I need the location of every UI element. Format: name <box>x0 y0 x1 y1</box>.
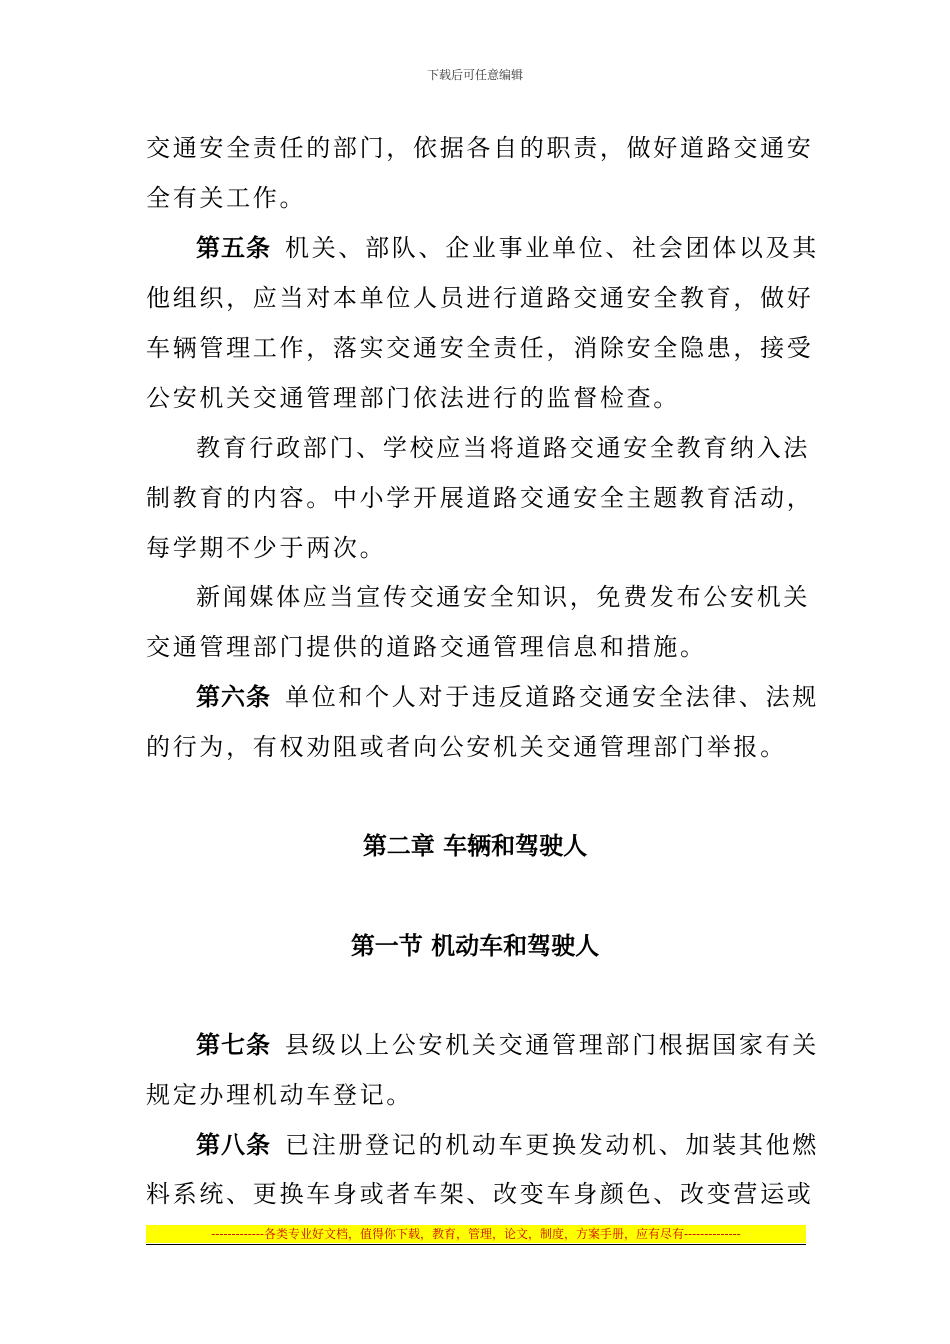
article-label: 第八条 <box>196 1131 271 1159</box>
body-line-text: 已注册登记的机动车更换发动机、加装其他燃 <box>285 1131 819 1159</box>
footer-divider <box>146 1244 806 1245</box>
body-line-text: 单位和个人对于违反道路交通安全法律、法规 <box>285 683 819 711</box>
footer-banner: -------------各类专业好文档，值得你下载，教育，管理，论文，制度，方案手册，应有尽有-------------- <box>146 1225 806 1243</box>
body-line: 新闻媒体应当宣传交通安全知识，免费发布公安机关 <box>196 583 811 611</box>
body-line: 公安机关交通管理部门依法进行的监督检查。 <box>146 384 680 412</box>
article-label: 第七条 <box>196 1031 271 1059</box>
body-line: 全有关工作。 <box>146 184 307 212</box>
header-note: 下载后可任意编辑 <box>426 68 523 82</box>
body-line: 规定办理机动车登记。 <box>146 1081 413 1109</box>
body-line: 的行为，有权劝阻或者向公安机关交通管理部门举报。 <box>146 733 787 761</box>
body-line-text: 县级以上公安机关交通管理部门根据国家有关 <box>285 1031 819 1059</box>
body-line: 制教育的内容。中小学开展道路交通安全主题教育活动， <box>146 484 814 512</box>
body-line: 每学期不少于两次。 <box>146 534 387 562</box>
article-label: 第五条 <box>196 234 271 262</box>
body-line: 车辆管理工作，落实交通安全责任，消除安全隐患，接受 <box>146 334 814 362</box>
chapter-heading: 第二章 车辆和驾驶人 <box>362 832 588 860</box>
article-paragraph <box>196 223 819 273</box>
article-paragraph <box>196 672 819 722</box>
article-paragraph <box>196 1020 819 1070</box>
body-line: 他组织，应当对本单位人员进行道路交通安全教育，做好 <box>146 284 814 312</box>
article-paragraph <box>196 1120 819 1170</box>
section-heading: 第一节 机动车和驾驶人 <box>350 932 600 960</box>
body-line: 交通安全责任的部门，依据各自的职责，做好道路交通安 <box>146 134 814 162</box>
body-line: 料系统、更换车身或者车架、改变车身颜色、改变营运或 <box>146 1180 814 1208</box>
body-line-text: 机关、部队、企业事业单位、社会团体以及其 <box>285 234 819 262</box>
article-label: 第六条 <box>196 683 271 711</box>
body-line: 交通管理部门提供的道路交通管理信息和措施。 <box>146 633 707 661</box>
body-line: 教育行政部门、学校应当将道路交通安全教育纳入法 <box>196 434 811 462</box>
